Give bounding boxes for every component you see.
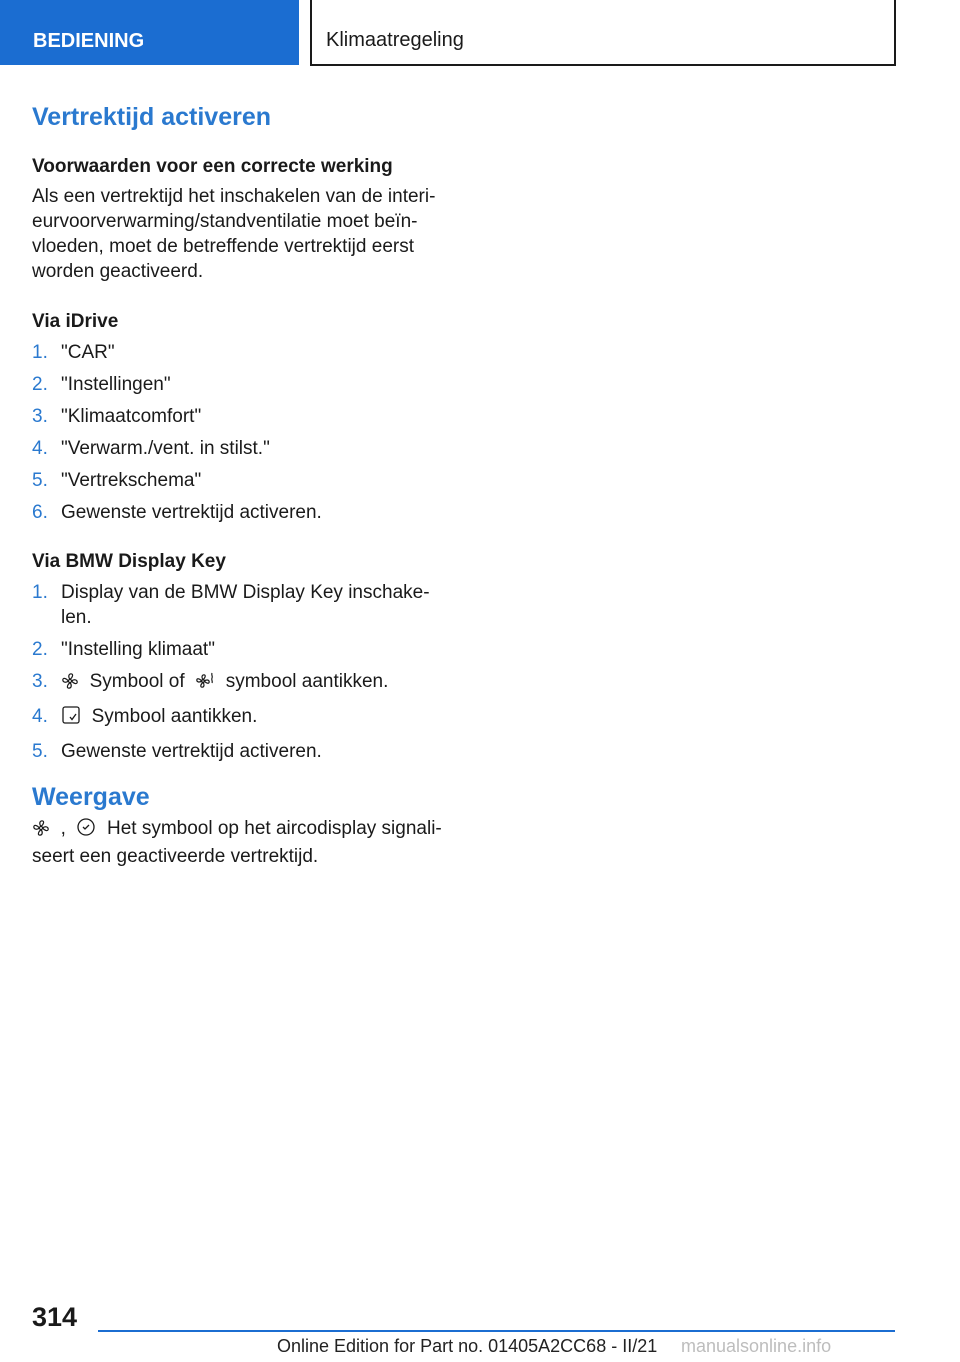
- step-text: "Verwarm./vent. in stilst.": [61, 438, 270, 459]
- step-text: "Instelling klimaat": [61, 639, 215, 660]
- text-line: [32, 816, 442, 844]
- header-section-label: BEDIENING: [33, 30, 145, 52]
- fan-icon: [61, 672, 79, 697]
- list-item: [32, 404, 442, 429]
- subheading-via-idrive: Via iDrive: [32, 311, 119, 332]
- text-line: Als een vertrektijd het inschakelen van de interi-: [32, 186, 436, 207]
- main-content: [32, 100, 442, 869]
- subheading-voorwaarden: Voorwaarden voor een correcte werking: [32, 156, 393, 177]
- subheading-via-display-key: Via BMW Display Key: [32, 551, 226, 572]
- list-item: [32, 468, 442, 493]
- step-number: 4.: [32, 706, 48, 727]
- step-text: Symbool of: [89, 671, 185, 692]
- footer-divider: [98, 1330, 895, 1332]
- list-item: [32, 739, 442, 764]
- header-chapter-label: Klimaatregeling: [326, 29, 464, 51]
- step-text: "CAR": [61, 342, 115, 363]
- step-text: "Klimaatcomfort": [61, 406, 202, 427]
- list-item: [32, 500, 442, 525]
- list-item: [32, 372, 442, 397]
- idrive-steps-list: [32, 340, 442, 525]
- step-text: len.: [61, 607, 92, 628]
- step-number: 3.: [32, 406, 48, 427]
- step-number: 1.: [32, 342, 48, 363]
- step-number: 2.: [32, 639, 48, 660]
- list-item: [32, 637, 442, 662]
- step-text: "Instellingen": [61, 374, 171, 395]
- fan-icon: [32, 819, 50, 844]
- clock-icon: [76, 817, 96, 844]
- page-number: 314: [32, 1302, 78, 1332]
- step-number: 4.: [32, 438, 48, 459]
- timer-check-icon: [61, 705, 81, 732]
- text-line: Het symbool op het aircodisplay signali-: [106, 818, 442, 839]
- text-line: seert een geactiveerde vertrektijd.: [32, 846, 319, 867]
- paragraph-voorwaarden: [32, 184, 442, 284]
- list-item: [32, 669, 442, 697]
- text-line: vloeden, moet de betreffende vertrektijd eerst: [32, 236, 414, 257]
- step-number: 1.: [32, 582, 48, 603]
- step-text: Display van de BMW Display Key inschake-: [61, 582, 430, 603]
- text-line: worden geactiveerd.: [32, 261, 204, 282]
- paragraph-weergave: [32, 816, 442, 869]
- step-number: 5.: [32, 470, 48, 491]
- list-item: [32, 704, 442, 732]
- step-text: Symbool aantikken.: [91, 706, 258, 727]
- watermark-text: manualsonline.info: [681, 1336, 832, 1356]
- fan-heat-icon: [195, 672, 215, 697]
- list-item: [32, 436, 442, 461]
- step-text: symbool aantikken.: [225, 671, 389, 692]
- step-number: 3.: [32, 671, 48, 692]
- section-title-vertrektijd: Vertrektijd activeren: [32, 103, 272, 131]
- step-text: Gewenste vertrektijd activeren.: [61, 502, 322, 523]
- list-item: [32, 580, 442, 630]
- header-chapter-box: [310, 0, 896, 66]
- display-key-steps-list: [32, 580, 442, 764]
- separator-text: ,: [60, 818, 66, 839]
- step-number: 6.: [32, 502, 48, 523]
- step-number: 5.: [32, 741, 48, 762]
- section-title-weergave: Weergave: [32, 783, 150, 811]
- header-section-tab: [0, 0, 299, 65]
- footer-edition-text: Online Edition for Part no. 01405A2CC68 - II/21: [277, 1336, 658, 1356]
- step-number: 2.: [32, 374, 48, 395]
- text-line: eurvoorverwarming/standventilatie moet beïn-: [32, 211, 418, 232]
- step-text: Gewenste vertrektijd activeren.: [61, 741, 322, 762]
- step-text: "Vertrekschema": [61, 470, 202, 491]
- list-item: [32, 340, 442, 365]
